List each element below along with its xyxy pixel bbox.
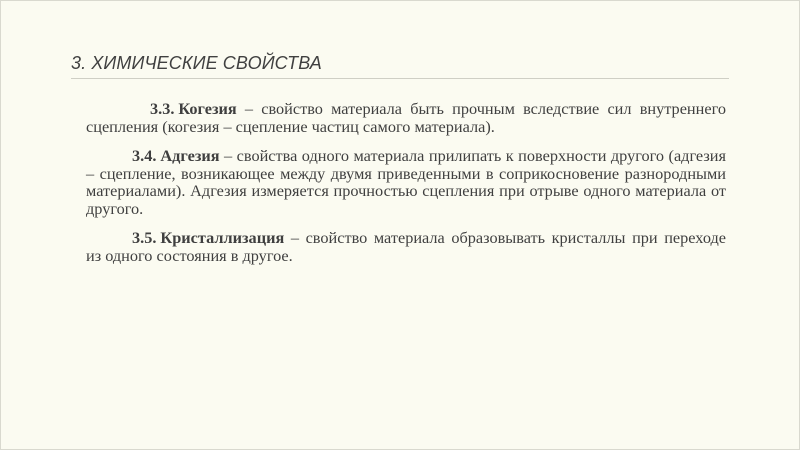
- paragraph-crystallization: [86, 229, 726, 264]
- paragraph-adhesion: [86, 147, 726, 217]
- definition-cohesion: – свойство материала быть прочным вследствие сил внутреннего сцепления (когезия – сцепление частиц самого материала).: [86, 99, 726, 136]
- definition-adhesion: – свойства одного материала прилипать к поверхности другого (адгезия – сцепление, возникающее между двумя приведенными в соприкосновение разнородными материалами). Адгезия измеряется прочностью сцепления при отрыве одного материала от другого.: [86, 146, 726, 218]
- slide-title: 3. ХИМИЧЕСКИЕ СВОЙСТВА: [71, 53, 322, 73]
- definition-crystallization: – свойство материала образовывать кристаллы при переходе из одного состояния в другое.: [86, 228, 726, 265]
- term-adhesion: Адгезия: [160, 146, 220, 165]
- title-divider: [71, 78, 729, 79]
- paragraph-cohesion: [86, 100, 726, 135]
- paragraph-number: 3.5.: [132, 228, 157, 247]
- slide-content: [86, 100, 726, 276]
- term-cohesion: Когезия: [178, 99, 237, 118]
- term-crystallization: Кристаллизация: [160, 228, 285, 247]
- paragraph-number: 3.4.: [132, 146, 157, 165]
- paragraph-number: 3.3.: [150, 99, 175, 118]
